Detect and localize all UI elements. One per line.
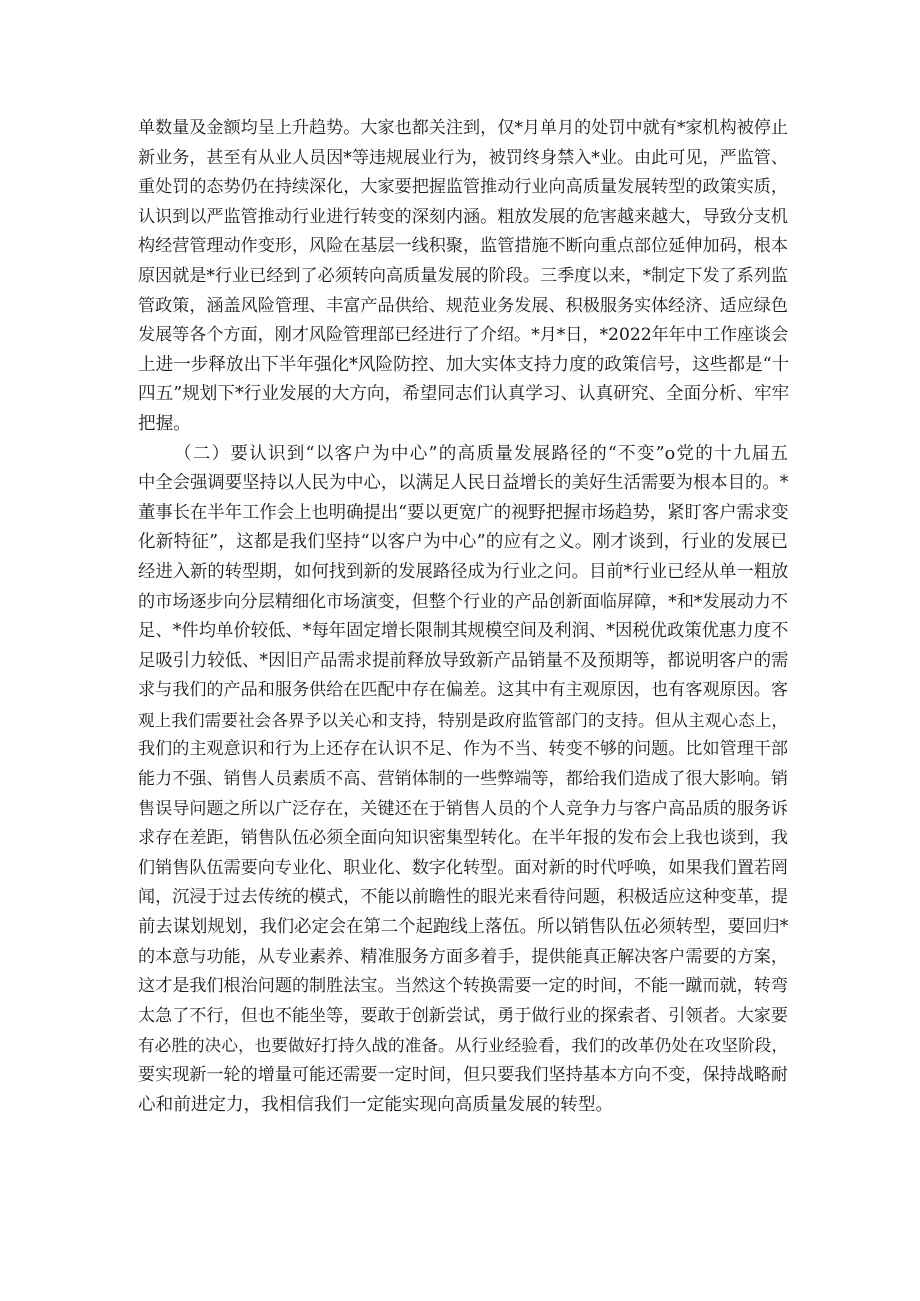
paragraph-2-line: 化新特征”，这都是我们坚持“以客户为中心”的应有之义。刚才谈到，行业的发展已	[138, 532, 788, 553]
paragraph-2-line: 中全会强调要坚持以人民为中心，以满足人民日益增长的美好生活需要为根本目的。*	[138, 473, 789, 494]
paragraph-1-line: 原因就是*行业已经到了必须转向高质量发展的阶段。三季度以来，*制定下发了系列监	[138, 265, 788, 286]
paragraph-2-line: 足、*件均单价较低、*每年固定增长限制其规模空间及利润、*因税优政策优惠力度不	[138, 621, 789, 642]
paragraph-2-line: 闻，沉浸于过去传统的模式，不能以前瞻性的眼光来看待问题，积极适应这种变革，提	[138, 887, 788, 908]
paragraph-2-line: 心和前进定力，我相信我们一定能实现向高质量发展的转型。	[138, 1094, 614, 1115]
paragraph-2-line: 有必胜的决心，也要做好打持久战的准备。从行业经验看，我们的改革仍处在攻坚阶段，	[138, 1036, 788, 1056]
paragraph-1-line: 发展等各个方面，刚才风险管理部已经进行了介绍。*月*日，*2022年年中工作座谈会	[138, 325, 789, 346]
paragraph-2-line: 太急了不行，但也不能坐等，要敢于创新尝试，勇于做行业的探索者、引领者。大家要	[138, 1005, 788, 1026]
paragraph-1-line: 认识到以严监管推动行业进行转变的深刻内涵。粗放发展的危害越来越大，导致分支机	[138, 206, 788, 227]
paragraph-2-line: 能力不强、销售人员素质不高、营销体制的一些弊端等，都给我们造成了很大影响。销	[138, 769, 788, 790]
paragraph-2-line: 足吸引力较低、*因旧产品需求提前释放导致新产品销量不及预期等，都说明客户的需	[138, 650, 789, 671]
paragraph-1-line: 构经营管理动作变形，风险在基层一线积聚，监管措施不断向重点部位延伸加码，根本	[138, 236, 788, 257]
paragraph-1-line: 新业务，甚至有从业人员因*等违规展业行为，被罚终身禁入*业。由此可见，严监管、	[138, 147, 788, 168]
paragraph-1-line: 管政策，涵盖风险管理、丰富产品供给、规范业务发展、积极服务实体经济、适应绿色	[138, 295, 788, 316]
paragraph-2-line: 这才是我们根治问题的制胜法宝。当然这个转换需要一定的时间，不能一蹴而就，转弯	[138, 976, 788, 997]
paragraph-1-line: 把握。	[138, 413, 191, 434]
paragraph-2-line: 经进入新的转型期，如何找到新的发展路径成为行业之问。目前*行业已经从单一粗放	[138, 561, 789, 582]
paragraph-2-line: 求存在差距，销售队伍必须全面向知识密集型转化。在半年报的发布会上我也谈到，我	[138, 828, 788, 849]
paragraph-2	[138, 440, 788, 1121]
paragraph-1-line: 单数量及金额均呈上升趋势。大家也都关注到，仅*月单月的处罚中就有*家机构被停止	[138, 118, 788, 138]
paragraph-2-line: 求与我们的产品和服务供给在匹配中存在偏差。这其中有主观原因，也有客观原因。客	[138, 680, 788, 701]
paragraph-2-line: 我们的主观意识和行为上还存在认识不足、作为不当、转变不够的问题。比如管理干部	[138, 739, 788, 760]
paragraph-2-line: 前去谋划规划，我们必定会在第二个起跑线上落伍。所以销售队伍必须转型，要回归*	[138, 917, 789, 938]
paragraph-2-line: 的本意与功能，从专业素养、精准服务方面多着手，提供能真正解决客户需要的方案，	[138, 946, 788, 967]
paragraph-2-line: 售误导问题之所以广泛存在，关键还在于销售人员的个人竞争力与客户高品质的服务诉	[138, 798, 788, 819]
paragraph-1-line: 四五”规划下*行业发展的大方向，希望同志们认真学习、认真研究、全面分析、牢牢	[138, 384, 790, 405]
paragraph-1-line: 上进一步释放出下半年强化*风险防控、加大实体支持力度的政策信号，这些都是“十	[138, 354, 790, 375]
paragraph-2-line: 要实现新一轮的增量可能还需要一定时间，但只要我们坚持基本方向不变，保持战略耐	[138, 1065, 788, 1085]
paragraph-2-line: 的市场逐步向分层精细化市场演变，但整个行业的产品创新面临屏障，*和*发展动力不	[138, 591, 788, 612]
paragraph-2-heading-line: （二）要认识到“以客户为中心”的高质量发展路径的“不变”o党的十九届五	[174, 443, 788, 464]
paragraph-2-line: 们销售队伍需要向专业化、职业化、数字化转型。面对新的时代呼唤，如果我们置若罔	[138, 857, 788, 878]
paragraph-1	[138, 114, 788, 440]
paragraph-2-line: 董事长在半年工作会上也明确提出“要以更宽广的视野把握市场趋势，紧盯客户需求变	[138, 502, 789, 523]
paragraph-2-line: 观上我们需要社会各界予以关心和支持，特别是政府监管部门的支持。但从主观心态上，	[138, 710, 788, 730]
paragraph-1-line: 重处罚的态势仍在持续深化，大家要把握监管推动行业向高质量发展转型的政策实质，	[138, 177, 788, 198]
document-body	[138, 114, 788, 1120]
